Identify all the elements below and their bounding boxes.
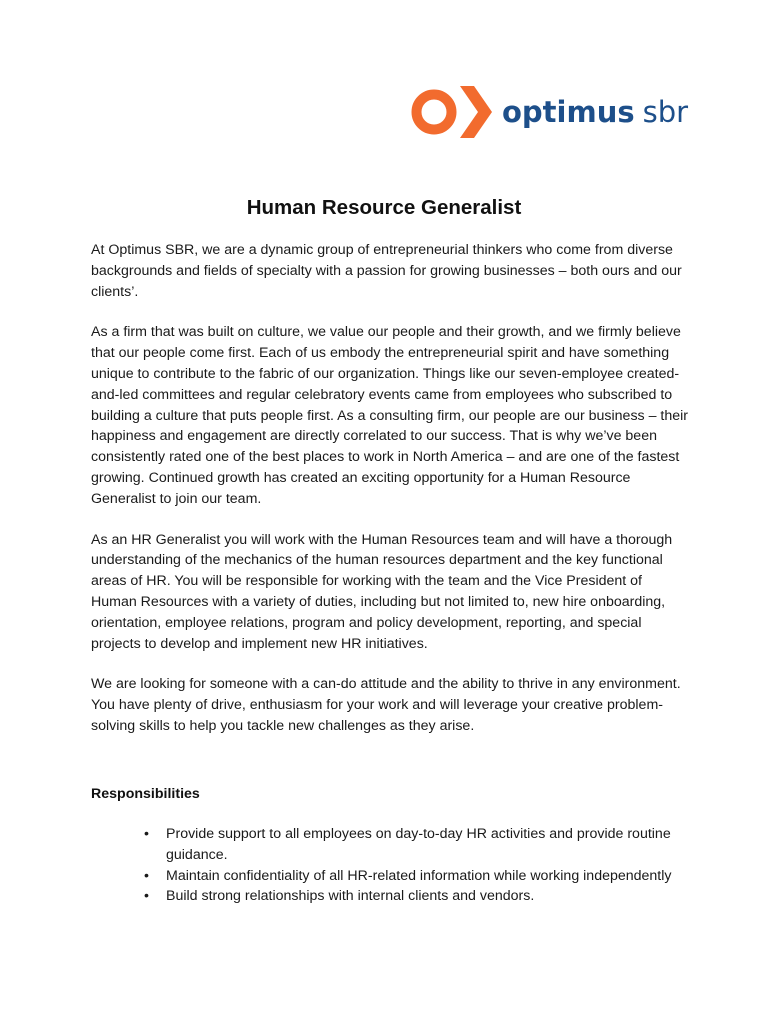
paragraph-intro: At Optimus SBR, we are a dynamic group of entrepreneurial thinkers who come from diverse backgrounds and fields of specialty with a passion for growing businesses – both ours and our clients’.	[91, 242, 682, 300]
bullet-icon: •	[144, 867, 149, 884]
paragraph-candidate: We are looking for someone with a can-do attitude and the ability to thrive in any environment. You have plenty of drive, enthusiasm for your work and will leverage your creative problem-solving skills to help you tackle new challenges as they arise.	[91, 676, 681, 734]
list-item	[91, 886, 691, 907]
company-logo	[410, 84, 688, 140]
logo-brand-suffix: sbr	[642, 94, 689, 129]
bullet-icon: •	[144, 826, 149, 842]
list-item-text: Maintain confidentiality of all HR-related information while working independently	[166, 867, 672, 884]
document-title: Human Resource Generalist	[246, 196, 522, 219]
body-text	[91, 240, 691, 757]
paragraph-role: As an HR Generalist you will work with the Human Resources team and will have a thorough understanding of the mechanics of the human resources department and the key functional areas of HR. You will be responsible for working with the team and the Vice President of Human Resources with a variety of duties, including but not limited to, new hire onboarding, orientation, employee relations, program and policy development, reporting, and special projects to develop and implement new HR initiatives.	[91, 531, 673, 652]
responsibilities-list	[91, 824, 691, 907]
list-item	[91, 866, 691, 887]
logo-wordmark	[502, 94, 689, 129]
optimus-logo-mark-icon	[410, 84, 494, 140]
responsibilities-heading: Responsibilities	[91, 786, 200, 802]
logo-brand-word: optimus	[502, 94, 635, 129]
list-item-text: Provide support to all employees on day-to-day HR activities and provide routine guidance.	[166, 826, 671, 863]
bullet-icon: •	[144, 888, 149, 905]
list-item-text: Build strong relationships with internal clients and vendors.	[166, 888, 535, 905]
list-item	[91, 824, 691, 866]
paragraph-culture: As a firm that was built on culture, we value our people and their growth, and we firmly believe that our people come first. Each of us embody the entrepreneurial spirit and have something unique to contribute to the fabric of our organization. Things like our seven-employee created-and-led committees and regular celebratory events came from employees who subscribed to building a culture that puts people first. As a consulting firm, our people are our business – their happiness and engagement are directly correlated to our success. That is why we’ve been consistently rated one of the best places to work in North America – and are one of the fastest growing. Continued growth has created an exciting opportunity for a Human Resource Generalist to join our team.	[91, 324, 689, 507]
